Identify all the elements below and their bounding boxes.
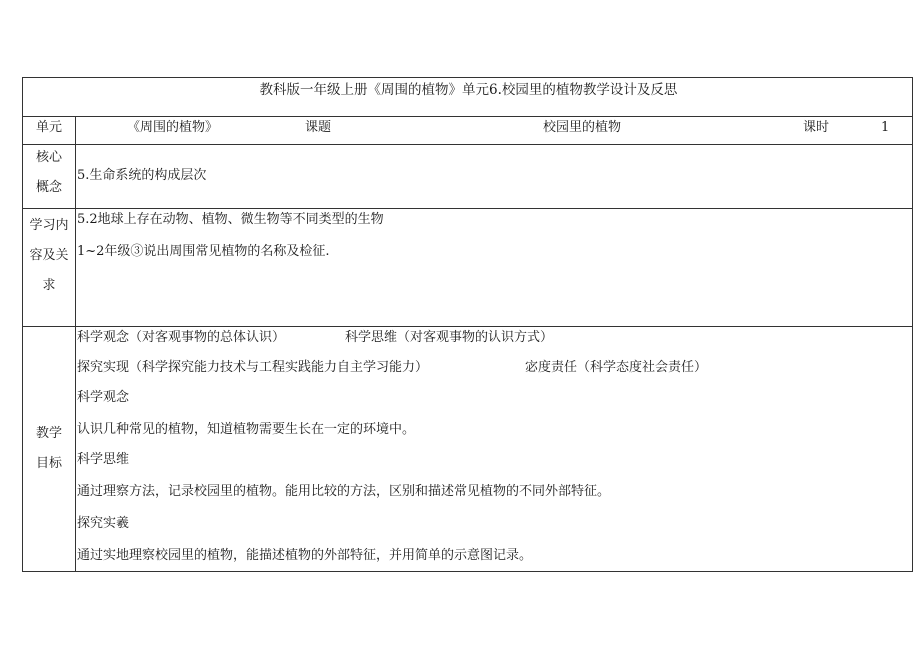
goal-section-1-text: 认识几种常见的植物，知道植物需要生长在一定的环境中。 [77, 422, 416, 437]
unit-label: 单元 [35, 120, 62, 135]
column-divider [75, 116, 76, 571]
goal-intro-a1: 科学观念（对客观事物的总体认识） [77, 330, 286, 345]
row-divider [23, 208, 912, 209]
goal-section-2-title: 科学思维 [77, 452, 130, 467]
goal-section-3-text: 通过实地理察校园里的植物，能描述植物的外部特征，并用简单的示意图记录。 [77, 548, 533, 563]
learning-content-label-2: 容及关 [29, 248, 69, 263]
goal-section-2-text: 通过理察方法，记录校园里的植物。能用比较的方法，区别和描述常见植物的不同外部特征。 [77, 484, 611, 499]
learning-content-line-1: 5.2地球上存在动物、植物、微生物等不同类型的生物 [77, 212, 384, 227]
lesson-plan-table [22, 77, 913, 572]
core-concept-label-1: 核心 [35, 150, 62, 165]
teaching-goals-label-1: 教学 [35, 426, 62, 441]
topic-label: 课题 [305, 120, 332, 135]
core-concept-content: 5.生命系统的构成层次 [77, 168, 207, 183]
goal-section-1-title: 科学观念 [77, 390, 130, 405]
topic-value: 校园里的植物 [543, 120, 622, 135]
goal-intro-a2: 科学思维（对客观事物的认识方式） [345, 330, 554, 345]
period-label: 课时 [803, 120, 830, 135]
teaching-goals-label-2: 目标 [35, 456, 62, 471]
period-value: 1 [881, 120, 890, 135]
document-title: 教科版一年级上册《周围的植物》单元6.校园里的植物教学设计及反思 [259, 82, 678, 98]
learning-content-line-2: 1~2年级③说出周围常见植物的名称及检征. [77, 244, 330, 259]
goal-intro-b1: 探究实现（科学探究能力技术与工程实践能力自主学习能力） [77, 360, 429, 375]
row-divider [23, 144, 912, 145]
goal-intro-b2: 宓度责任（科学态度社会责任） [525, 360, 708, 375]
row-divider [23, 326, 912, 327]
goal-section-3-title: 探究实羲 [77, 516, 130, 531]
learning-content-label-1: 学习内 [29, 218, 69, 233]
learning-content-label-3: 求 [42, 278, 56, 293]
core-concept-label-2: 概念 [35, 180, 62, 195]
row-divider [23, 116, 912, 117]
unit-value: 《周围的植物》 [127, 120, 219, 135]
